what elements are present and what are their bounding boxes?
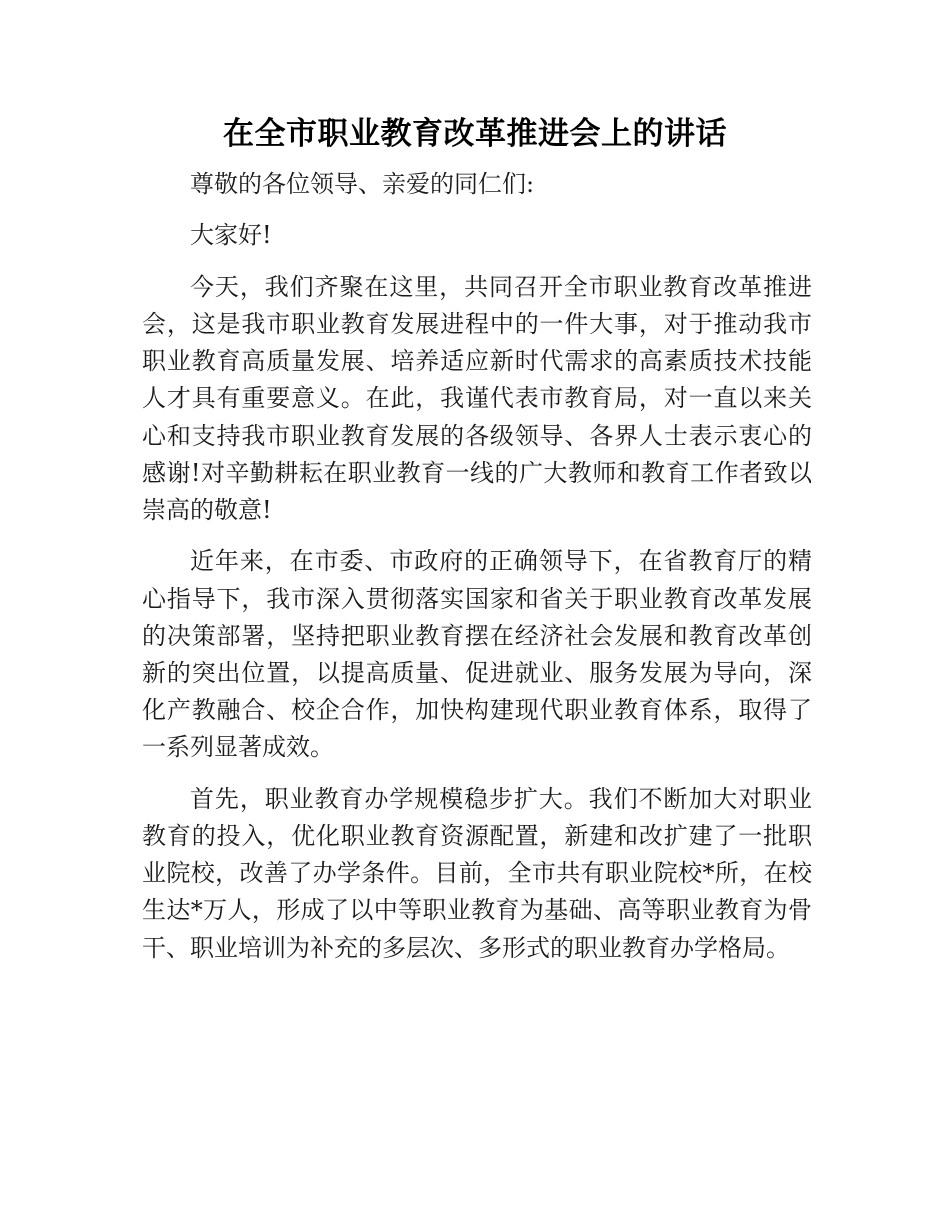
salutation-paragraph: 尊敬的各位领导、亲爱的同仁们: xyxy=(190,170,535,198)
document-body xyxy=(142,166,812,981)
body-paragraph-opening: 今天，我们齐聚在这里，共同召开全市职业教育改革推进会，这是我市职业教育发展进程中的一件大事，对于推动我市职业教育高质量发展、培养适应新时代需求的高素质技术技能人才具有重要意义。在此，我谨代表市教育局，对一直以来关心和支持我市职业教育发展的各级领导、各界人士表示衷心的感谢!对辛勤耕耘在职业教育一线的广大教师和教育工作者致以崇高的敬意! xyxy=(142,272,812,524)
greeting-paragraph: 大家好! xyxy=(190,221,272,250)
body-paragraph-scale: 首先，职业教育办学规模稳步扩大。我们不断加大对职业教育的投入，优化职业教育资源配置，新建和改扩建了一批职业院校，改善了办学条件。目前，全市共有职业院校*所，在校生达*万人，形成了以中等职业教育为基础、高等职业教育为骨干、职业培训为补充的多层次、多形式的职业教育办学格局。 xyxy=(142,784,812,962)
body-paragraph-achievements: 近年来，在市委、市政府的正确领导下，在省教育厅的精心指导下，我市深入贯彻落实国家和省关于职业教育改革发展的决策部署，坚持把职业教育摆在经济社会发展和教育改革创新的突出位置，以提高质量、促进就业、服务发展为导向，深化产教融合、校企合作，加快构建现代职业教育体系，取得了一系列显著成效。 xyxy=(142,547,812,762)
document-title: 在全市职业教育改革推进会上的讲话 xyxy=(223,116,727,152)
